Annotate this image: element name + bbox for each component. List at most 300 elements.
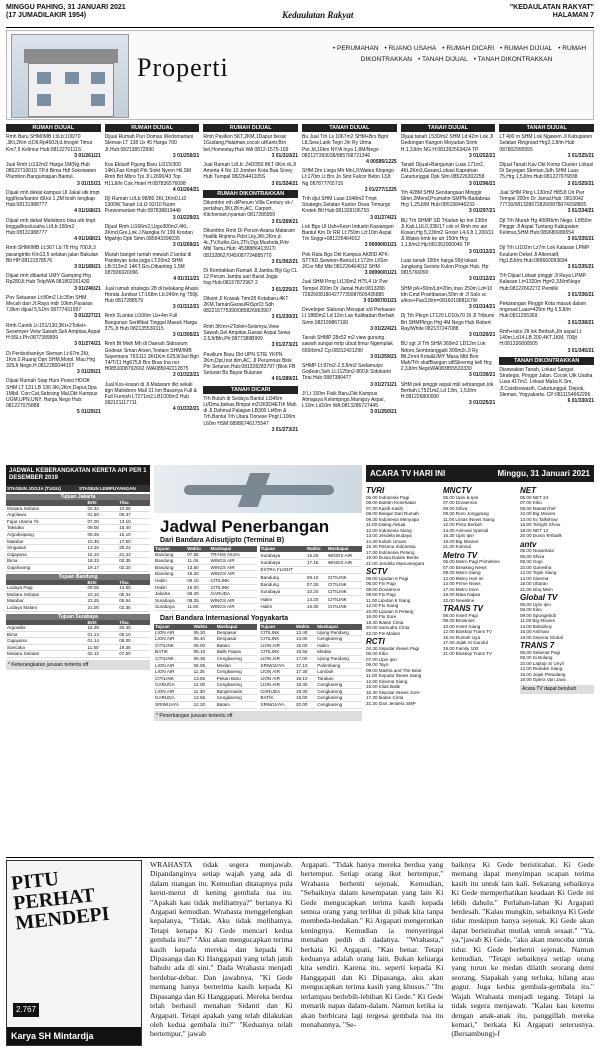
ad-code: 3 01/29/21 bbox=[77, 369, 101, 376]
classified-ad bbox=[203, 268, 298, 293]
program-item: 19.00 Sinema Global bbox=[520, 634, 563, 640]
program-item: 17.00 Jejak Si Gundul bbox=[443, 640, 488, 645]
table-cell: 18.10 bbox=[295, 675, 316, 682]
category-item: • RUANG USAHA bbox=[384, 45, 437, 52]
table-cell: Denpasar bbox=[216, 636, 257, 643]
classified-ad bbox=[6, 378, 101, 415]
issue-date: MINGGU PAHING, 31 JANUARI 2021 bbox=[6, 4, 126, 11]
ad-text: Luas tanah 150m harga 99jt lokasi Jangkang Seriote Kulon Progo Hub. Hp: 0815766090 bbox=[400, 257, 490, 277]
program-item: 15.00 Jejak Petualang bbox=[520, 671, 566, 677]
classified-ad bbox=[401, 218, 496, 255]
ad-text: Dijual rmh dekat Malioboro bisa utk tmpt tinggal/kos/usaha Lt/Lb:150m2 Hub:08131988777 bbox=[6, 217, 96, 237]
table-cell: 20.00 bbox=[295, 702, 316, 709]
table-cell: 13.10 bbox=[118, 518, 150, 525]
train-table-surabaya bbox=[6, 620, 150, 659]
channel-name: MNCTV bbox=[443, 486, 472, 495]
table-cell: 01.13 bbox=[86, 631, 118, 638]
program-item: 12.00 Sinema Siang bbox=[366, 678, 408, 684]
table-cell: 09.25 bbox=[86, 531, 118, 538]
ad-text: Dji Trh Lt102m Lz7m Lok Kalasan LPMP Keulurin Deket Jl Alternatif, Hg1,8Jt/m.Hub:089660093694 bbox=[499, 245, 590, 264]
javanese-date: (17 JUMADILAKIR 1954) bbox=[6, 12, 87, 19]
classified-ad bbox=[302, 307, 397, 332]
table-cell: Argodwipang bbox=[6, 531, 86, 538]
section-title: Properti bbox=[137, 53, 229, 82]
table-cell: Batam bbox=[216, 702, 257, 709]
column-header: Maskapai bbox=[216, 624, 257, 630]
ad-text: Dikontrkn Rmh Di Perum Asana Mataram Hadlik Rnjmns Pdst Lky,3Kt,2Km,d. 4c,TV,Kulks,Grs,2Th,Dgr,Mushola,Prkr Mbl Tamu.Hub: 453888641391Ti 081328627045/087724885770 bbox=[203, 227, 296, 259]
masthead-logo: Kedaulatan Rakyat bbox=[282, 10, 354, 20]
ad-text: Dijual rmh dekat kampus UI Jakal utk tmpt tggl/kos/kantor dll.ks 1,2M brsih lengkap Hub:08131988777 bbox=[6, 189, 100, 209]
program-item: 12.00 Pintu Berkah bbox=[443, 522, 483, 527]
train-sub-surabaya: Tujuan Surabaya bbox=[6, 614, 150, 620]
category-heading: RUMAH DIJUAL bbox=[6, 124, 101, 132]
table-cell: EXTRA FLIGHT bbox=[260, 566, 306, 573]
table-cell: Balik Papan bbox=[216, 649, 257, 656]
ad-text: Trh Dijual Lokasi pinggir Jl Raya LPMP Kalasan Lt=1320m Hg=2,3Jt/mNego Hub:08122662272 Pemilik bbox=[499, 273, 586, 292]
classified-ad bbox=[302, 279, 397, 304]
program-item: 07.00 Breaking News bbox=[443, 564, 487, 570]
program-item: 19.00 Mata Najwa bbox=[443, 592, 481, 597]
category-item: • PERUMAHAN bbox=[332, 45, 379, 52]
column-header: Maskapai bbox=[316, 624, 362, 630]
train-row bbox=[6, 558, 150, 565]
table-cell: GARUDA bbox=[154, 682, 193, 689]
flight-row bbox=[260, 574, 363, 581]
table-cell: CITILINK bbox=[154, 642, 193, 649]
tv-note: Acara TV dapat berubah bbox=[520, 685, 594, 695]
program-item: 05.00 Upin & Ipin bbox=[443, 494, 479, 500]
ad-code: 3 01/067/01/21 bbox=[363, 298, 397, 305]
table-cell: 12.00 bbox=[193, 682, 216, 689]
ad-text: SHM pek pinggir aspal mbl sebrangan,lok Berbah,LT521m2,Ld 13m, 1,5Jt/m H:081226800000 bbox=[400, 381, 494, 400]
classified-ad bbox=[105, 382, 200, 413]
table-cell: TRANS NUSA bbox=[209, 552, 256, 558]
table-cell: 02.20 bbox=[118, 564, 150, 571]
page-number: HALAMAN 7 bbox=[552, 12, 594, 19]
table-cell: Cengkareng bbox=[316, 636, 362, 643]
program-item: 21.30 Dari Jendela SMP bbox=[366, 700, 416, 706]
table-cell: SRIWIJAYA bbox=[154, 702, 193, 709]
ad-code: 4 01/332/21 bbox=[172, 406, 200, 413]
table-cell: Surabaya bbox=[260, 552, 306, 559]
ad-text: Rmh SHM/IMB Lt:367 Lb:79 Hrg 700Jt,3 parangtritis Km13,5 selatan jalan Bakulan Blt HP:08121578576 bbox=[6, 245, 99, 264]
category-item: • TANAH DIJUAL bbox=[417, 56, 468, 63]
table-cell: 11.35 bbox=[193, 669, 216, 676]
table-cell: Sancaka bbox=[6, 644, 86, 651]
program-item: 15.00 Kilas Balik bbox=[366, 684, 400, 689]
table-cell: 09.10 bbox=[186, 577, 209, 584]
table-cell: 17.15 bbox=[306, 559, 327, 566]
header-rule bbox=[6, 27, 594, 28]
table-cell: CITILINK bbox=[260, 630, 295, 636]
category-heading: TANAH DIJUAL bbox=[302, 124, 397, 132]
program-item: 16.30 Seputar iNews Sore bbox=[366, 689, 420, 695]
program-item: 10.00 Laptop Si Unyil bbox=[520, 660, 564, 666]
flight-table-left bbox=[154, 546, 257, 611]
table-cell: Cengkareng bbox=[316, 695, 362, 702]
table-cell: 16.10 bbox=[86, 551, 118, 558]
flight-row bbox=[260, 642, 363, 649]
train-row bbox=[6, 538, 150, 545]
program-item: 12.00 Metro Hari Ini bbox=[443, 575, 484, 581]
ad-code: 6 01/330/21 bbox=[567, 397, 595, 404]
channel-name: TRANS TV bbox=[443, 604, 483, 613]
table-cell: LION AIR bbox=[154, 636, 193, 643]
flight-row bbox=[260, 675, 363, 682]
ad-code: 3 01/240/21 bbox=[74, 285, 101, 292]
column-header: Tujuan bbox=[260, 546, 306, 552]
program-item: 08.00 Kiko bbox=[520, 607, 542, 612]
table-cell: 13.55 bbox=[193, 695, 216, 702]
table-cell: 17.10 bbox=[295, 662, 316, 669]
ad-code: 3 01/314/21 bbox=[468, 304, 496, 311]
ad-text: Jual rumah strategis 28 di belakang Ahass Honda Jumbar LT:168m Lb:240m hg 750jt. Hub 0817288579 bbox=[104, 285, 200, 305]
table-cell: 01.50 bbox=[86, 512, 118, 519]
table-cell: Cengkareng bbox=[316, 702, 362, 709]
column-header: Maskapai bbox=[209, 546, 256, 552]
ad-text: Dijual Rumah Puri Domas Wedomartani Sleman LT 138 Lb 45 Harga 700 Jt.Hub:082138572990 bbox=[104, 134, 194, 153]
table-cell: Banjarmasin bbox=[216, 688, 257, 695]
table-cell: 16.10 bbox=[118, 531, 150, 538]
program-item: 12.00 Ftv Siang bbox=[366, 603, 399, 608]
channel-name: RCTI bbox=[366, 637, 385, 646]
table-cell: Malabar bbox=[6, 598, 86, 605]
table-cell: 11.45 bbox=[186, 558, 209, 565]
category-heading: RUMAH DIJUAL bbox=[203, 124, 298, 132]
classified-ad bbox=[105, 162, 200, 193]
station-tugu: STASIUN JOGJA (TUGU) bbox=[7, 486, 61, 491]
program-item: 06.00 Upin Ipin bbox=[520, 601, 551, 607]
ad-code: 3 01/345/21 bbox=[567, 347, 595, 354]
program-item: 14.00 Prime News bbox=[443, 581, 481, 586]
classified-ad bbox=[499, 190, 594, 215]
table-cell: 07.55 bbox=[186, 552, 209, 558]
channel-name: TVRI bbox=[366, 486, 385, 495]
classified-ad bbox=[203, 162, 298, 187]
flight-row bbox=[154, 649, 257, 656]
flight-row bbox=[260, 669, 363, 676]
ad-text: Murah banget rumah mewah 2 lantai di Pandeyan kota jogja LT:20m2 SHM LB:313m2 14KT,Grs,Dibanting 1,5M 087836920096 bbox=[104, 251, 192, 277]
ad-code: 3 01/312/21 bbox=[172, 304, 200, 311]
table-cell: 11.30 bbox=[193, 688, 216, 695]
ad-text: Jual SHM Pkrg L130m2 H85Jt Ulr Pwr Tempel 200m Dr Jamal.Hub: 0810042 77730/081328672826/08780743S8805 bbox=[499, 189, 587, 209]
table-cell: Cengkareng bbox=[216, 669, 257, 676]
classified-ad bbox=[6, 162, 101, 187]
program-item: 21.00 Kolosal bbox=[443, 544, 471, 549]
ad-text: Developer Slaturan Merapat s/d Perkasan Lt 1880m2 Ld 12m Las Kalibadan Berbah Simn 082199867100 bbox=[302, 307, 396, 326]
table-cell: Bima bbox=[6, 558, 86, 565]
program-item: 06.00 Kiko bbox=[366, 651, 388, 656]
ad-text: Dj Trh Pkrgn LT120 LD10x70 Di Jl Trtbumi Brt SHMPkrgn Hrg 4M Nego Hub Robert Ray/White 082137247088 bbox=[400, 313, 495, 332]
ad-text: Djl Rumah Lt/Lb 98/80 3Kt,1Km0,Lt2 1300W,Tanah LtLt2 92/10 Nutm Purwomartani Hub:087838819448 bbox=[104, 196, 187, 215]
program-item: 21.00 Jendela Mancanegara bbox=[366, 560, 425, 566]
classified-column bbox=[302, 124, 397, 460]
column-header: Tujuan bbox=[154, 624, 193, 630]
program-item: 11.00 Dialog Aktual bbox=[366, 522, 406, 527]
program-item: 15.00 Liputan 6 Petang bbox=[366, 608, 414, 614]
ad-text: BU sgt Jl Trh SHM 369m2 LD12m Lok Ndoro,Sembranggalii 300m2r.Jl Ry Blt,2mnt Kota&UMY Masa Mbl Bon Mah/Trh skafBangun sitfSkrenng kell Hrg 2,3Jt/m NegoWA083855533330 bbox=[400, 341, 492, 373]
program-item: 06.00 Insert Pagi bbox=[443, 612, 478, 618]
ad-code: 3 01/335/21 bbox=[567, 264, 595, 271]
program-item: 21.00 Bioskop Trans TV bbox=[443, 651, 492, 656]
table-cell: 14.00 bbox=[295, 636, 316, 643]
ad-code: 3 00990/01/21 bbox=[364, 242, 397, 249]
channel-name: NET bbox=[520, 486, 536, 495]
classified-ad bbox=[302, 168, 397, 193]
ad-text: SHM Dm Linga Mh Mnl,Jl:Wates Klopngo Lt:170m Lt Brs Jn Smt Falcor Bebn 13Jt Ng 087877765715 bbox=[302, 168, 394, 187]
ad-code: 3 01/322/21 bbox=[172, 372, 200, 379]
flight-note: * Penerbangan jurusan tertentu off bbox=[154, 711, 362, 721]
classified-ad bbox=[401, 286, 496, 311]
ad-text: SHMP Lt:97m2-2,5Jt/m2 Sedamulyo Godean,Seh Lt:1125m2-800Jt Sidokarto Tirai Hub 0887380477 bbox=[302, 362, 392, 382]
table-cell: CITILINK bbox=[209, 584, 256, 591]
ad-code: 3 01/261/21 bbox=[74, 152, 101, 159]
table-cell: 20.40 bbox=[118, 625, 150, 631]
program-item: 05.00 Nusantara bbox=[520, 548, 554, 553]
table-cell: GARUDA bbox=[260, 688, 295, 695]
flight-row bbox=[260, 588, 363, 595]
flight-row bbox=[260, 682, 363, 689]
ad-code: 3 01/325/21 bbox=[468, 400, 496, 407]
ad-code: 3 01/338/21 bbox=[567, 319, 595, 326]
table-cell: Palembang bbox=[316, 662, 362, 669]
flight-row bbox=[154, 675, 257, 682]
table-cell: SRIWIJAYA bbox=[260, 702, 295, 709]
ad-text: Pek Rata Bgs Dkt Kampus AKBID ATK-STTKD,Seweon-Bantul Lt:172m Lt/Sm JlCor Mbl Mbl 081226464012 SHM bbox=[302, 251, 390, 271]
table-cell: Gajayana bbox=[6, 638, 86, 645]
table-cell: 08.25 bbox=[186, 597, 209, 604]
flight-table-intl-right bbox=[260, 624, 363, 709]
flight-row bbox=[260, 636, 363, 643]
serial-story bbox=[6, 860, 594, 1046]
ad-text: Jual SHM Prng Lt130m2 H75,4 Ur Pwr Tempel 200m Dr Jamal Hub:0813286 72826/081804277730087605435885 bbox=[302, 279, 388, 298]
classified-ad bbox=[105, 134, 200, 159]
classified-ad bbox=[105, 313, 200, 338]
classified-ad bbox=[203, 200, 298, 225]
train-row bbox=[6, 525, 150, 532]
episode-number: 2.767 bbox=[13, 1003, 39, 1017]
ad-code: 3 01/225/21 bbox=[271, 286, 299, 293]
table-cell: 06.20 bbox=[186, 591, 209, 598]
program-item: 08.00 Gopi bbox=[520, 559, 543, 564]
table-cell: 07.50 bbox=[118, 651, 150, 658]
program-item: 11.00 Lintas iNews Siang bbox=[443, 516, 495, 522]
classified-ad bbox=[302, 224, 397, 249]
table-cell: 15.40 bbox=[118, 525, 150, 532]
table-cell: Ujung Pandang bbox=[316, 655, 362, 662]
table-cell: 17.50 bbox=[118, 538, 150, 545]
table-cell: Medan bbox=[316, 649, 362, 656]
table-cell: WINGS AIR bbox=[327, 559, 362, 566]
program-item: 16.00 Ftv Sore bbox=[366, 614, 397, 619]
program-item: 08.00 Masterchef bbox=[520, 505, 556, 511]
story-column-2: Argapati. "Tidak hanya mereka berdua yang bertempur. Setiap orang ikut bertempur," Wrahasta berhenti sejenak. Kemudian, "Sebaiknya dalam kesempatan yang lain Ki Gede mengucapkan terima kasih kepada semua orang yang terlibat di pihak kita tanpa membeda-bedakan." Ki Argapati mengerutkan keningnya. Kemudian ia menyeringai menahan pedih di dadanya. "Wrahasta," berkata Ki Argapati, "Kau benar. Tetapi keduanya adalah orang lain. Bukan keluarga kita sendiri. Karena itu, seperti kepada Ki Hanggapati dan Ki Dipasanga, aku akan mengucapkan terima kasih yang khusus." "Itu terlampau berlebih-lebihan Ki Gede." Ki Gede menarik napas dalam-dalam. Namun ketika ia akan berbicara lagi tergesa gembala tua itu menahannya, "Se- bbox=[300, 860, 444, 1029]
story-column-3: baiknya Ki Gede beristirahat. Ki Gede memang dapat menyimpan ucapan terima kasih itu untuk lain kali. Sekarang sebaiknya Ki Gede memperhatikan keadaan Ki Gede ini lebih dahulu." Perlahan-lahan Ki Argapati berdesah. "Kalau mungkin, sebaiknya Ki Gede tidur meskipun hanya sejenak. Ki Gede akan dapat beristirahat mutlak untuk sesaat." "Ya, ya,"jawab Ki Gede, "aku akan mencoba untuk tidur. Ki Gede berhenti sejenak. Namun kemudian, "Tetapi sebaiknya setiap orang yang turun ke medan dilatih seorang demi seorang. Siapakah yang terluka, hilang atau gugur. Juga kedua gembala-gembala itu." Wajah Wrahasta menjadi tegang. Tetapi ia tidak segera menjawab. "Kalau kau ketemu dengan anak-anak itu, panggillah mereka kemari," berkata Ki Argapati seterusnya. (Bersambung)-f bbox=[451, 860, 595, 1039]
classified-ad bbox=[203, 228, 298, 265]
table-cell: 15.28 bbox=[86, 625, 118, 631]
table-cell: 01.14 bbox=[86, 638, 118, 645]
classified-ad bbox=[302, 335, 397, 360]
ad-text: Dijual rmh dibantul UMY Gamping Hrg Rp280Jt Hub Telp/WA 081802261430 bbox=[6, 273, 91, 286]
ad-text: Dijual Rumah Siap Huni Posisi HOOK SHM LT 131 LB 130 3Kt,2Km,Dapur,Dpa 1Mbil. Con:Cat,Sebrang Mal,Dkt Kampus UGM,UPN,UNY. Harga Nego Hub: 081227075888 bbox=[6, 378, 98, 410]
author-caption: Karya SH Mintardja bbox=[7, 1027, 141, 1045]
ad-text: Trh 428M SHM,Sendangsari Minggir Slmn,2Mend,Prumahn-SMPN-Badabraa Hrg 1,25Jt/M Hub:085158446233 bbox=[400, 189, 490, 209]
table-cell: 16.35 bbox=[118, 644, 150, 651]
table-cell: WINGS AIR bbox=[209, 564, 256, 571]
classified-ad bbox=[302, 252, 397, 277]
classified-ad bbox=[499, 134, 594, 159]
flight-row bbox=[154, 662, 257, 669]
ad-code: 3 01/334/21 bbox=[567, 208, 595, 215]
channel-name: SCTV bbox=[366, 567, 388, 576]
table-cell: LION AIR bbox=[154, 669, 193, 676]
table-cell bbox=[327, 566, 362, 573]
table-cell: 06.10 bbox=[118, 631, 150, 638]
column-header: Brkt bbox=[86, 580, 118, 586]
flight-row bbox=[260, 581, 363, 588]
program-item: 21.00 Ishq Mein bbox=[520, 586, 553, 592]
ad-code: 4 01/289/21 bbox=[271, 376, 299, 383]
table-cell: 15.25 bbox=[306, 552, 327, 559]
program-item: 19.00 Dunia Dalam Berita bbox=[366, 555, 419, 560]
program-item: 11.00 Big Movies bbox=[520, 618, 555, 623]
table-cell: CITILINK bbox=[154, 675, 193, 682]
table-cell: 17.00 bbox=[295, 655, 316, 662]
table-cell: Cengkareng bbox=[316, 682, 362, 689]
classified-ad bbox=[499, 162, 594, 187]
table-cell: 17.30 bbox=[295, 669, 316, 676]
train-row bbox=[6, 512, 150, 519]
ad-code: 3 01/297/21 bbox=[468, 208, 496, 215]
program-item: 20.00 Dunia Terbalik bbox=[520, 533, 562, 538]
flight-row bbox=[154, 682, 257, 689]
program-item: 19.00 Family 100 bbox=[443, 645, 479, 651]
ad-text: Di Perdoohankyn Sleman Lt:67m,2Kt, 1Km,0.Ruang Dpn SHM,Motol. Mau Hrg 325Jt Nego.H 081228004415T bbox=[6, 350, 96, 369]
ad-text: Rmh Baru SHM/IMB Lt/Lb:100/70 ,3Kt,2Km d,Dll,Rp450Jt,d.Imogiri Timur Km7,5 Kelimur Hub:0812276111S bbox=[6, 134, 93, 153]
table-cell: 09.00 bbox=[86, 525, 118, 532]
program-item: 07.00 Kasih Kasih bbox=[366, 505, 404, 511]
ad-text: Tanah Dijual+Bangunan Luas 171m2, 4Kt,2Km3,Garasi,Lokasi Kaprahan Caturtunggal Dpk Slm.085226302258 bbox=[400, 162, 485, 181]
ad-code: 3 01/273/21 bbox=[271, 426, 299, 433]
table-cell: 11.50 bbox=[86, 644, 118, 651]
ad-text: Dijual tanah L530/m2 SHM Ld:42m Lok Jl Gedongan Kangon Moyudan Simn H.1,3Jt/m NG H:081392563424 TP bbox=[400, 134, 493, 153]
classified-ad bbox=[499, 367, 594, 404]
table-cell: LION AIR bbox=[260, 655, 295, 662]
table-cell: 23.10 bbox=[86, 591, 118, 598]
table-cell: SRIWIJAYA bbox=[260, 662, 295, 669]
program-item: 10.00 Ganesha bbox=[520, 564, 552, 570]
ad-code: 3 01/15/21 bbox=[77, 180, 101, 187]
table-cell: 06.35 bbox=[193, 655, 216, 662]
classified-ad bbox=[203, 396, 298, 433]
classified-ad bbox=[6, 273, 101, 292]
table-cell: 20.24 bbox=[118, 545, 150, 552]
table-cell: Gajahwong bbox=[6, 564, 86, 571]
program-item: 09.00 Ftv Pagi bbox=[366, 592, 396, 597]
ad-text: Jl Lt 150m Fisik Baru,Dkt Kampus Atmajaya Kelompngo,Maniguy Aspal, L10m Ld10m WA:0813286727445 bbox=[302, 390, 385, 410]
category-heading: TANAH DIJUAL bbox=[401, 124, 496, 132]
program-item: 22.00 Newsline bbox=[443, 597, 475, 603]
classified-ad bbox=[499, 301, 594, 326]
ad-code: 3 01/324/21 bbox=[271, 180, 299, 187]
column-header: Brkt bbox=[86, 620, 118, 626]
ad-text: Rmh Pavilion 5KT,2KM,1Dapur besar 1Gudang,Halaman,cocok utKantr,Brn bel,Homestay.Hub WA 0812-1575-169 bbox=[203, 134, 289, 153]
table-cell: 21.00 bbox=[86, 604, 118, 611]
program-item: 13.00 Ini Talkshow bbox=[520, 516, 558, 522]
table-cell: LION AIR bbox=[260, 669, 295, 676]
ad-text: Disewakan Tanah, Lokasi Sangat Strategis, Pinggir Jalan. Cocok Utk Usaha Luas 417m2. Lokasi Maka K.Sm, Jl.Candirewasih, Caturtunggal, Depok, Sleman, Yogyakarta. CP:0811154662296 bbox=[499, 366, 593, 398]
table-cell: 19.00 bbox=[295, 695, 316, 702]
table-cell: Surabaya bbox=[260, 588, 306, 595]
classified-ad bbox=[401, 258, 496, 283]
program-item: 06.00 Selamat Pagi bbox=[520, 649, 561, 655]
classified-ad bbox=[6, 351, 101, 376]
classified-ad bbox=[6, 245, 101, 270]
classified-ad bbox=[203, 296, 298, 321]
column-header: Waktu bbox=[193, 624, 216, 630]
program-item: 12.00 Bioskop Trans TV bbox=[443, 629, 492, 634]
ad-code: 3 01/229/21 bbox=[172, 214, 200, 221]
channel-name: Global TV bbox=[520, 593, 558, 602]
ad-code: 3 01/330/21 bbox=[468, 372, 496, 379]
ad-text: Jual Rmh Lt132m2 Harga 1M(Ng.Hub 0852271001S TP.d Bima Hdl Sokowaten Plumbon Banguntapan Bantul. bbox=[6, 162, 97, 181]
table-cell: LION AIR bbox=[260, 675, 295, 682]
table-cell: 15.50 bbox=[295, 649, 316, 656]
ad-text: Lok Bgs Ul Ush+Kesn Industri Kawangan Bantul Km Dr RR Lt:750m Ld:10m Aspal Trk Snggr+081226464012 bbox=[302, 223, 394, 243]
ad-code: 3 01/252/21 bbox=[468, 152, 496, 159]
ad-code: 3 00990/01/21 bbox=[364, 270, 397, 277]
table-cell: 13.55 bbox=[193, 675, 216, 682]
serial-illustration bbox=[6, 860, 142, 1046]
ad-text: Pavilium Baru Dkt UPN STIE YKPN 2Km,Dpt,Inst dim,AC, Jl Perumnas Blok Pin Seturan.Hub:081328283797 (Blok FB Seturan Bs Bayar Bulanan bbox=[203, 351, 296, 377]
table-cell: 10.45 bbox=[86, 538, 118, 545]
classified-columns bbox=[6, 124, 594, 460]
ad-text: Dikontrkn mh diPenum Villa Century sk / pertahun,3Kt,2Km,AC, Carport, Kitchenset,nyaman 0817285959 bbox=[203, 200, 293, 219]
ad-code: 3 01/274/21 bbox=[74, 341, 101, 348]
classified-ad bbox=[499, 273, 594, 298]
column-header: Brkt bbox=[86, 500, 118, 506]
ad-code: 3 01/277/1225 bbox=[364, 186, 397, 193]
ad-code: 3 01/230/21 bbox=[271, 314, 299, 321]
program-item: 05.00 Liputan 6 Pagi bbox=[366, 575, 409, 581]
ad-code: 3 01/271/21 bbox=[370, 381, 397, 388]
program-item: 09.00 Metro Siang bbox=[443, 570, 481, 575]
table-cell: CITILINK bbox=[260, 649, 295, 656]
flight-row bbox=[260, 552, 363, 559]
program-item: 05.00 Metro Pagi Primetime bbox=[443, 559, 500, 564]
flight-row bbox=[154, 655, 257, 662]
program-item: 06.00 Buletin Kesehatan bbox=[366, 500, 417, 505]
program-item: 14.00 Boboiboy bbox=[520, 623, 552, 629]
table-cell: 11.50 bbox=[186, 604, 209, 611]
table-cell: Taksaka bbox=[6, 525, 86, 532]
train-row bbox=[6, 638, 150, 645]
program-item: 12.00 Redaksi Siang bbox=[520, 666, 563, 671]
classified-ad bbox=[499, 329, 594, 354]
ad-code: 3 01/325/21 bbox=[567, 152, 595, 159]
ad-code: 3 01/259/21 bbox=[370, 353, 397, 360]
program-item: 06.00 Shiva bbox=[520, 553, 545, 559]
classified-ad bbox=[499, 218, 594, 243]
classified-ad bbox=[401, 341, 496, 378]
table-cell: Malabar bbox=[6, 538, 86, 545]
category-heading: RUMAH DIJUAL bbox=[105, 124, 200, 132]
ad-text: LT 400 m SHM Lok Ngawen Jl Kabupaten Selatan Ringroad Hrg2,1Jt/m Hub 087802995555 bbox=[499, 134, 593, 153]
tv-column-2 bbox=[443, 485, 517, 847]
flight-subtitle: Dari Bandara Adisutjipto (Terminal B) bbox=[160, 537, 285, 544]
program-item: 17.00 Indonesia Petang bbox=[366, 549, 415, 555]
program-item: 07.00 Upin Ipin bbox=[366, 656, 397, 662]
